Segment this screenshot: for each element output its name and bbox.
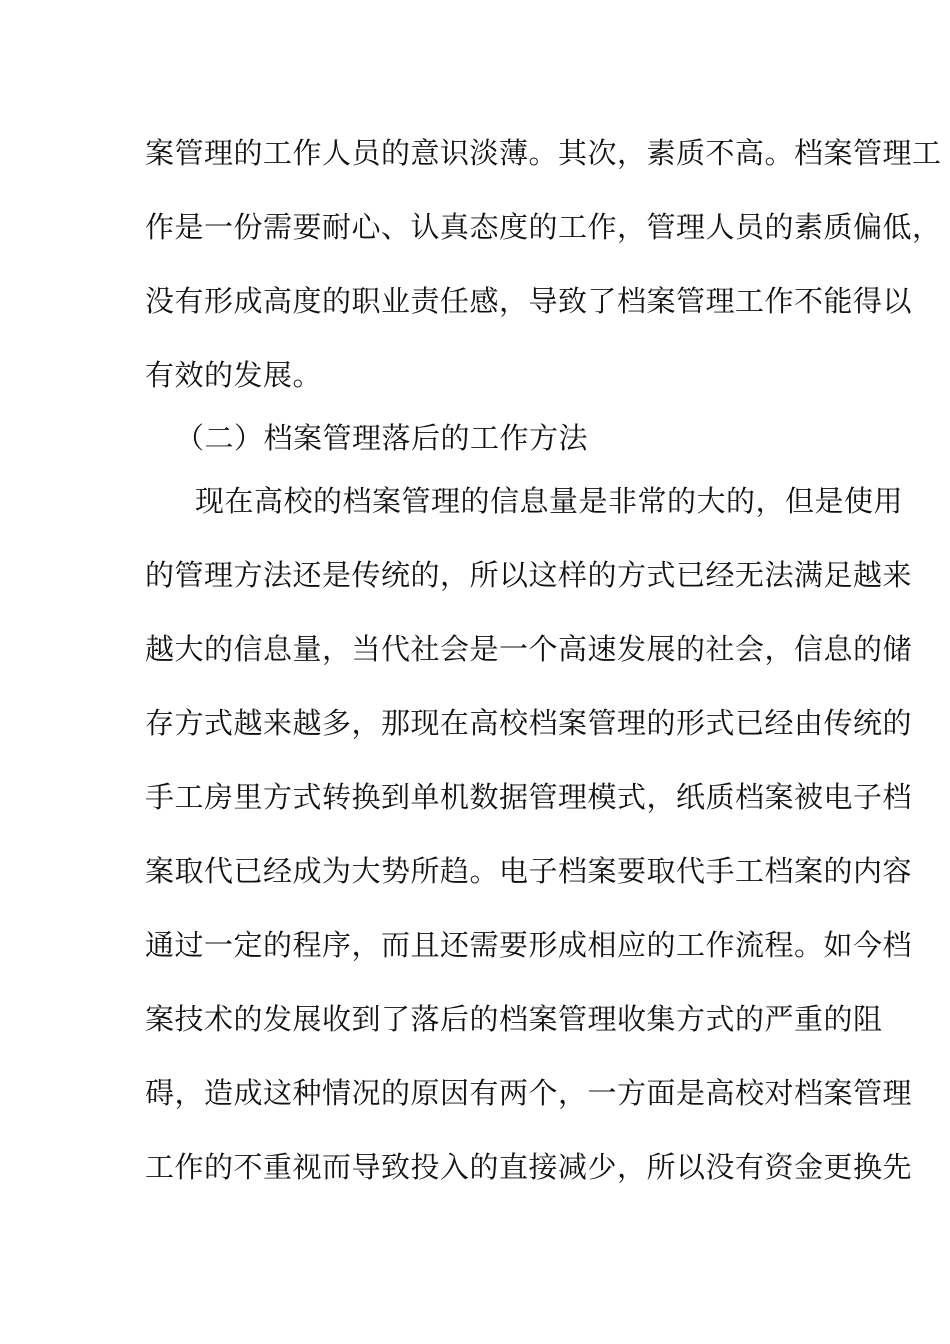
paragraph-line: 工作的不重视而导致投入的直接减少，所以没有资金更换先 [145, 1150, 913, 1184]
paragraph-line: 的管理方法还是传统的，所以这样的方式已经无法满足越来 [145, 558, 913, 592]
paragraph-line: 存方式越来越多，那现在高校档案管理的形式已经由传统的 [145, 706, 913, 740]
paragraph-line: 有效的发展。 [145, 358, 323, 392]
paragraph-line: 作是一份需要耐心、认真态度的工作，管理人员的素质偏低， [145, 210, 942, 244]
section-heading: （二）档案管理落后的工作方法 [175, 421, 589, 455]
paragraph-line: 没有形成高度的职业责任感，导致了档案管理工作不能得以 [145, 284, 913, 318]
paragraph-line: 案取代已经成为大势所趋。电子档案要取代手工档案的内容 [145, 854, 913, 888]
paragraph-line: 案管理的工作人员的意识淡薄。其次，素质不高。档案管理工 [145, 136, 942, 170]
paragraph-line: 越大的信息量，当代社会是一个高速发展的社会，信息的储 [145, 632, 913, 666]
paragraph-line: 碍，造成这种情况的原因有两个，一方面是高校对档案管理 [145, 1076, 913, 1110]
paragraph-line: 现在高校的档案管理的信息量是非常的大的，但是使用 [195, 484, 904, 518]
paragraph-line: 手工房里方式转换到单机数据管理模式，纸质档案被电子档 [145, 780, 913, 814]
paragraph-line: 案技术的发展收到了落后的档案管理收集方式的严重的阻 [145, 1002, 883, 1036]
paragraph-line: 通过一定的程序，而且还需要形成相应的工作流程。如今档 [145, 928, 913, 962]
